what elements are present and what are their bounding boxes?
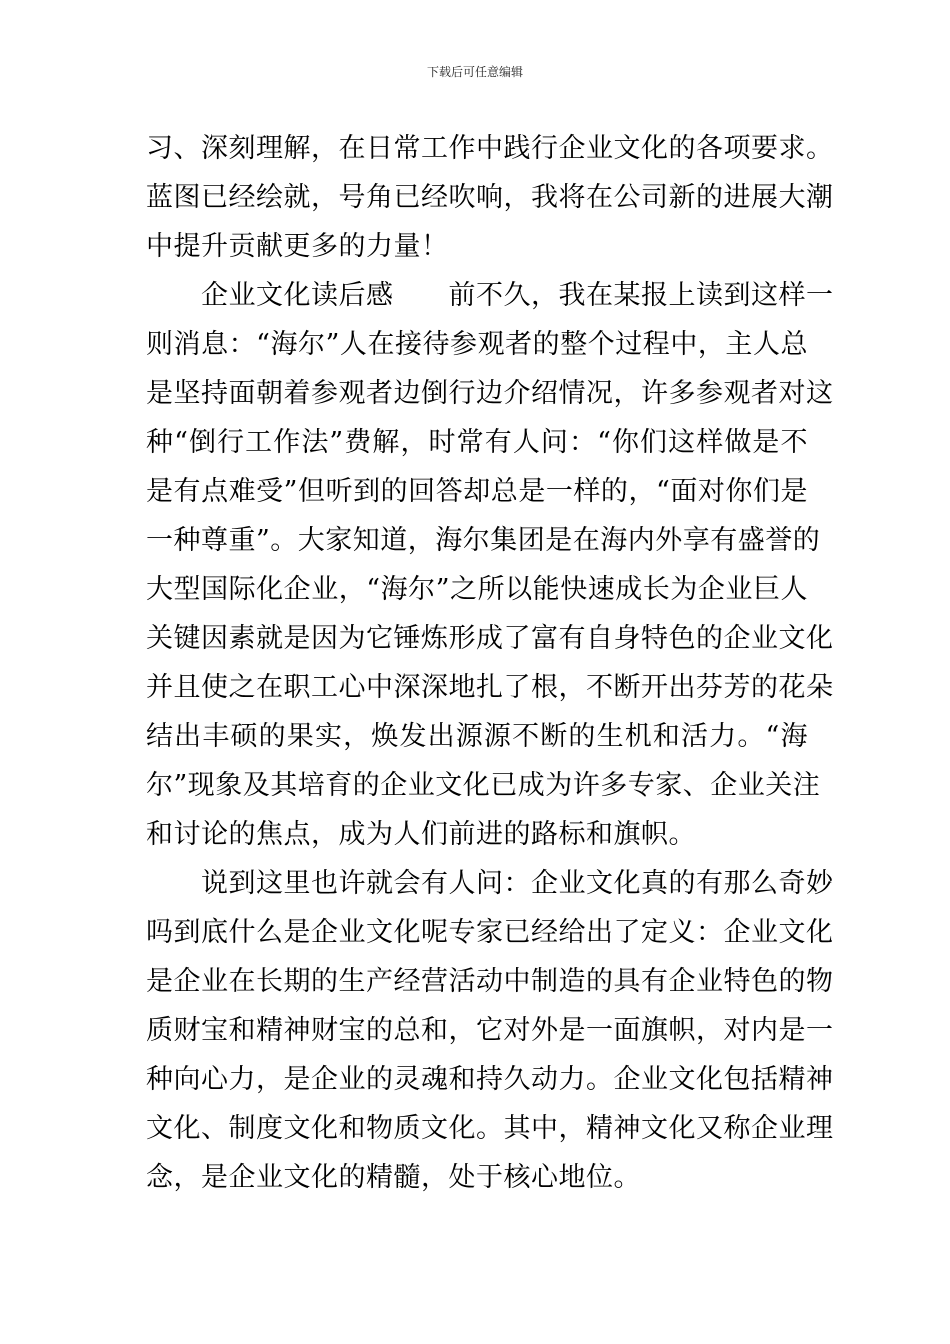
paragraph	[146, 271, 834, 859]
text-line: 念，是企业文化的精髓，处于核心地位。	[146, 1162, 641, 1193]
paragraph	[146, 124, 834, 271]
document-body	[146, 124, 834, 1202]
text-line: 习、深刻理解，在日常工作中践行企业文化的各项要求。	[146, 133, 834, 164]
text-line: 蓝图已经绘就，号角已经吹响，我将在公司新的进展大潮	[146, 182, 834, 213]
text-line: 吗到底什么是企业文化呢专家已经给出了定义：企业文化	[146, 917, 834, 948]
text-line: 文化、制度文化和物质文化。其中，精神文化又称企业理	[146, 1113, 834, 1144]
text-line: 关键因素就是因为它锤炼形成了富有自身特色的企业文化	[146, 623, 834, 654]
text-line: 说到这里也许就会有人问：企业文化真的有那么奇妙	[201, 868, 834, 899]
text-line: 中提升贡献更多的力量！	[146, 231, 449, 262]
text-line: 和讨论的焦点，成为人们前进的路标和旗帜。	[146, 819, 696, 850]
text-line: 尔”现象及其培育的企业文化已成为许多专家、企业关注	[146, 770, 821, 801]
text-line: 大型国际化企业，“海尔”之所以能快速成长为企业巨人	[146, 574, 808, 605]
paragraph	[146, 859, 834, 1202]
text-line: 企业文化读后感 前不久，我在某报上读到这样一	[201, 280, 834, 311]
text-line: 是有点难受”但听到的回答却总是一样的，“面对你们是	[146, 476, 808, 507]
text-line: 种向心力，是企业的灵魂和持久动力。企业文化包括精神	[146, 1064, 834, 1095]
text-line: 是坚持面朝着参观者边倒行边介绍情况，许多参观者对这	[146, 378, 834, 409]
text-line: 则消息：“海尔”人在接待参观者的整个过程中，主人总	[146, 329, 808, 360]
text-line: 结出丰硕的果实，焕发出源源不断的生机和活力。“海	[146, 721, 808, 752]
text-line: 是企业在长期的生产经营活动中制造的具有企业特色的物	[146, 966, 834, 997]
text-line: 并且使之在职工心中深深地扎了根，不断开出芬芳的花朵	[146, 672, 834, 703]
text-line: 质财宝和精神财宝的总和，它对外是一面旗帜，对内是一	[146, 1015, 834, 1046]
text-line: 一种尊重”。大家知道，海尔集团是在海内外享有盛誉的	[146, 525, 821, 556]
text-line: 种“倒行工作法”费解，时常有人问：“你们这样做是不	[146, 427, 808, 458]
page-header: 下载后可任意编辑	[426, 65, 523, 79]
